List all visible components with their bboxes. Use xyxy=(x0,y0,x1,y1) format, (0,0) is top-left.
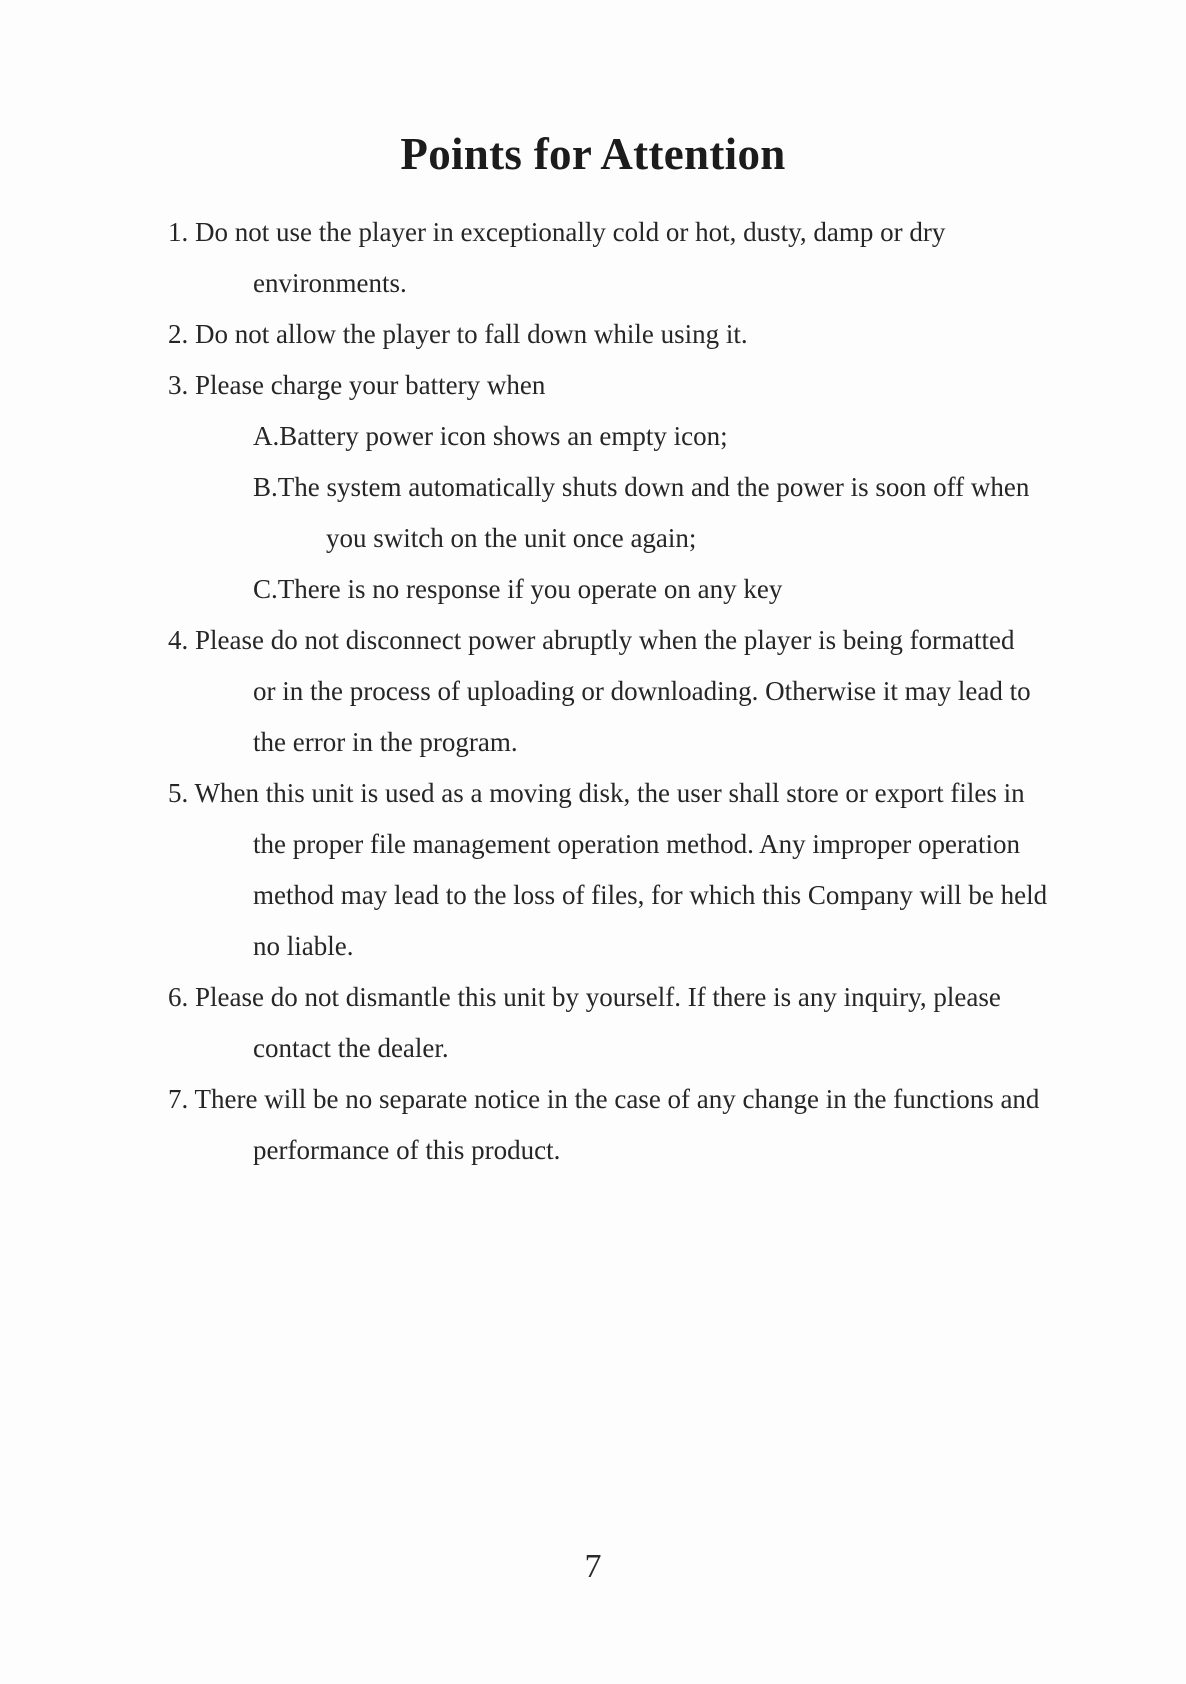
page-number: 7 xyxy=(584,1548,602,1585)
list-item-1-line-1: 1. Do not use the player in exceptionally cold or hot, dusty, damp or dry xyxy=(168,217,946,247)
list-item-5-line-4: no liable. xyxy=(253,931,354,961)
list-item-5-line-2: the proper file management operation method. Any improper operation xyxy=(253,829,1021,859)
list-item-3-sub-b-line-2: you switch on the unit once again; xyxy=(326,523,697,553)
list-item-3-sub-a: A.Battery power icon shows an empty icon; xyxy=(253,421,728,451)
list-item-6-line-2: contact the dealer. xyxy=(253,1033,449,1063)
list-item-7-line-1: 7. There will be no separate notice in the case of any change in the functions and xyxy=(168,1084,1040,1114)
page-title: Points for Attention xyxy=(400,129,786,179)
list-item-1-line-2: environments. xyxy=(253,268,407,298)
list-item-2-line-1: 2. Do not allow the player to fall down while using it. xyxy=(168,319,748,349)
list-item-3-line-1: 3. Please charge your battery when xyxy=(168,370,546,400)
list-item-4-line-3: the error in the program. xyxy=(253,727,518,757)
list-item-4-line-2: or in the process of uploading or downloading. Otherwise it may lead to xyxy=(253,676,1031,706)
list-item-7-line-2: performance of this product. xyxy=(253,1135,561,1165)
list-item-4-line-1: 4. Please do not disconnect power abruptly when the player is being formatted xyxy=(168,625,1015,655)
list-item-5-line-3: method may lead to the loss of files, for which this Company will be held xyxy=(253,880,1048,910)
list-item-5-line-1: 5. When this unit is used as a moving disk, the user shall store or export files in xyxy=(168,778,1025,808)
list-item-3-sub-c: C.There is no response if you operate on any key xyxy=(253,574,783,604)
list-item-6-line-1: 6. Please do not dismantle this unit by yourself. If there is any inquiry, please xyxy=(168,982,1001,1012)
list-item-3-sub-b-line-1: B.The system automatically shuts down and the power is soon off when xyxy=(253,472,1030,502)
